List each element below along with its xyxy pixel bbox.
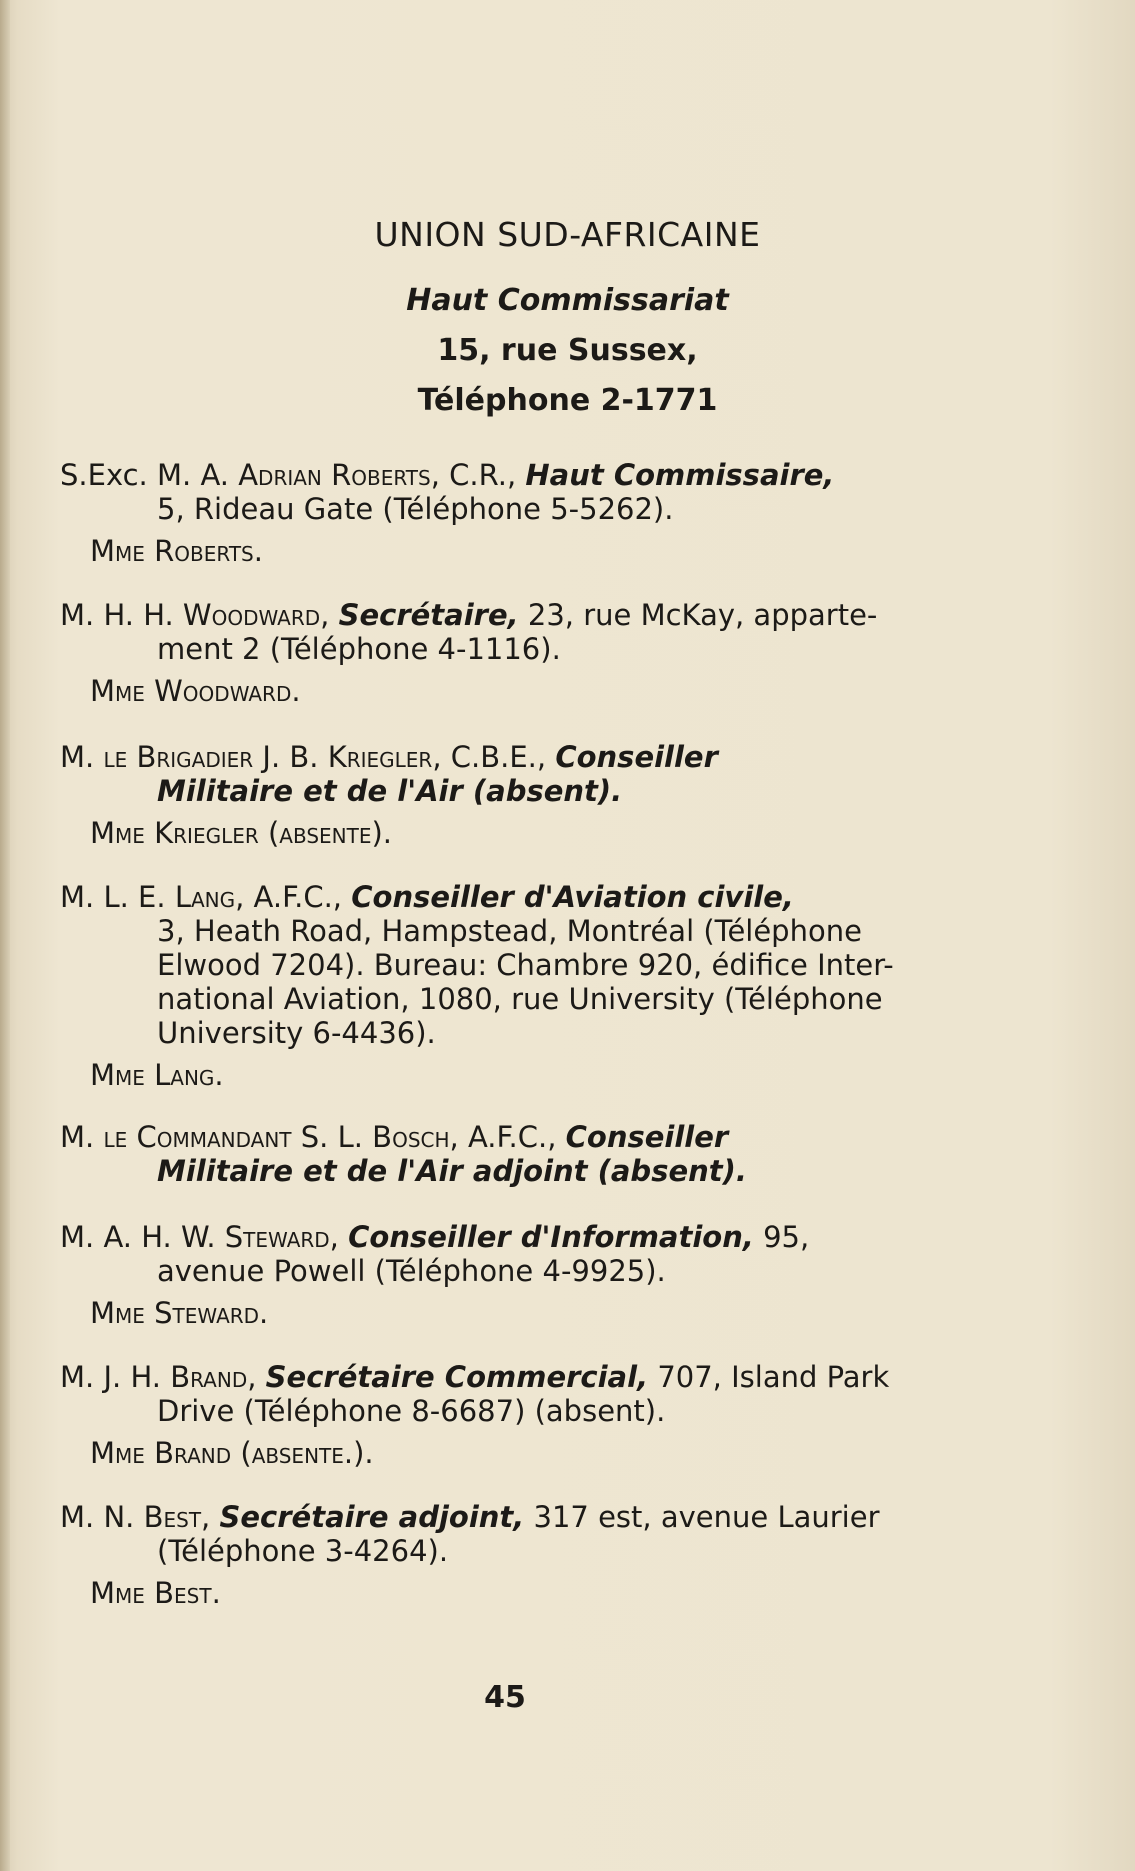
entry-details: 707, Island Park [657, 1360, 890, 1394]
entry-prefix: M. [60, 598, 95, 632]
entry-details: 317 est, avenue Laurier [533, 1500, 880, 1534]
directory-entry [60, 458, 1060, 568]
section-title: UNION SUD-AFRICAINE [374, 215, 761, 254]
entry-name: le Brigadier J. B. Kriegler, C.B.E., [103, 740, 547, 774]
entry-first-line [60, 1360, 1060, 1394]
entry-name: A. H. W. Steward, [103, 1220, 339, 1254]
entry-name: J. H. Brand, [103, 1360, 257, 1394]
entry-name: H. H. Woodward, [103, 598, 330, 632]
page-binding-edge [0, 0, 10, 1871]
entry-prefix: M. [60, 1220, 95, 1254]
entry-title: Secrétaire, [338, 598, 519, 632]
directory-entry [60, 880, 1060, 1092]
entry-title: Conseiller [555, 740, 718, 774]
entry-first-line [60, 1500, 1060, 1534]
entry-name: le Commandant S. L. Bosch, A.F.C., [103, 1120, 557, 1154]
entry-spouse: Mme Lang. [90, 1058, 224, 1092]
entry-continuation: University 6-4436). [157, 1016, 436, 1050]
entry-continuation: Militaire et de l'Air adjoint (absent). [157, 1154, 747, 1188]
entry-name: N. Best, [103, 1500, 211, 1534]
entry-title: Conseiller d'Aviation civile, [351, 880, 794, 914]
entry-name: M. A. Adrian Roberts, C.R., [156, 458, 517, 492]
entry-title: Conseiller [565, 1120, 729, 1154]
entry-spouse: Mme Kriegler (absente). [90, 816, 393, 850]
entry-title: Secrétaire Commercial, [265, 1360, 649, 1394]
directory-entry [60, 1220, 1060, 1330]
section-telephone: Téléphone 2-1771 [417, 383, 718, 418]
section-address: 15, rue Sussex, [437, 333, 698, 368]
entry-continuation: 5, Rideau Gate (Téléphone 5-5262). [157, 492, 674, 526]
entry-spouse: Mme Roberts. [90, 534, 263, 568]
entry-spouse: Mme Steward. [90, 1296, 269, 1330]
entry-spouse: Mme Best. [90, 1576, 221, 1610]
entry-continuation: Elwood 7204). Bureau: Chambre 920, édifice Inter- [157, 948, 894, 982]
section-subtitle: Haut Commissariat [406, 283, 729, 318]
entry-first-line [60, 1120, 1060, 1154]
entry-title: Secrétaire adjoint, [219, 1500, 525, 1534]
entry-first-line [60, 880, 1060, 914]
entry-title: Conseiller d'Information, [348, 1220, 754, 1254]
entry-details: 23, rue McKay, apparte- [527, 598, 878, 632]
entry-prefix: M. [60, 740, 95, 774]
entry-details: 95, [763, 1220, 810, 1254]
entry-first-line [60, 1220, 1060, 1254]
entry-prefix: M. [60, 1500, 95, 1534]
entry-first-line [60, 458, 1060, 492]
directory-entry [60, 1120, 1060, 1188]
entry-first-line [60, 740, 1060, 774]
entry-continuation: 3, Heath Road, Hampstead, Montréal (Téléphone [157, 914, 862, 948]
directory-entry [60, 598, 1060, 708]
entry-prefix: M. [60, 1360, 95, 1394]
entry-prefix: S.Exc. [60, 458, 148, 492]
entry-continuation: (Téléphone 3-4264). [157, 1534, 449, 1568]
entry-continuation: avenue Powell (Téléphone 4-9925). [157, 1254, 666, 1288]
directory-entry [60, 1500, 1060, 1610]
entry-continuation: national Aviation, 1080, rue University (Téléphone [157, 982, 883, 1016]
entry-continuation: Militaire et de l'Air (absent). [157, 774, 623, 808]
entry-first-line [60, 598, 1060, 632]
entry-continuation: Drive (Téléphone 8-6687) (absent). [157, 1394, 666, 1428]
entry-prefix: M. [60, 880, 95, 914]
entry-prefix: M. [60, 1120, 95, 1154]
directory-entry [60, 740, 1060, 850]
entry-continuation: ment 2 (Téléphone 4-1116). [157, 632, 561, 666]
directory-entry [60, 1360, 1060, 1470]
entry-spouse: Mme Woodward. [90, 674, 301, 708]
entry-title: Haut Commissaire, [525, 458, 835, 492]
entry-spouse: Mme Brand (absente.). [90, 1436, 374, 1470]
page-number: 45 [484, 1680, 526, 1715]
entry-name: L. E. Lang, A.F.C., [103, 880, 343, 914]
